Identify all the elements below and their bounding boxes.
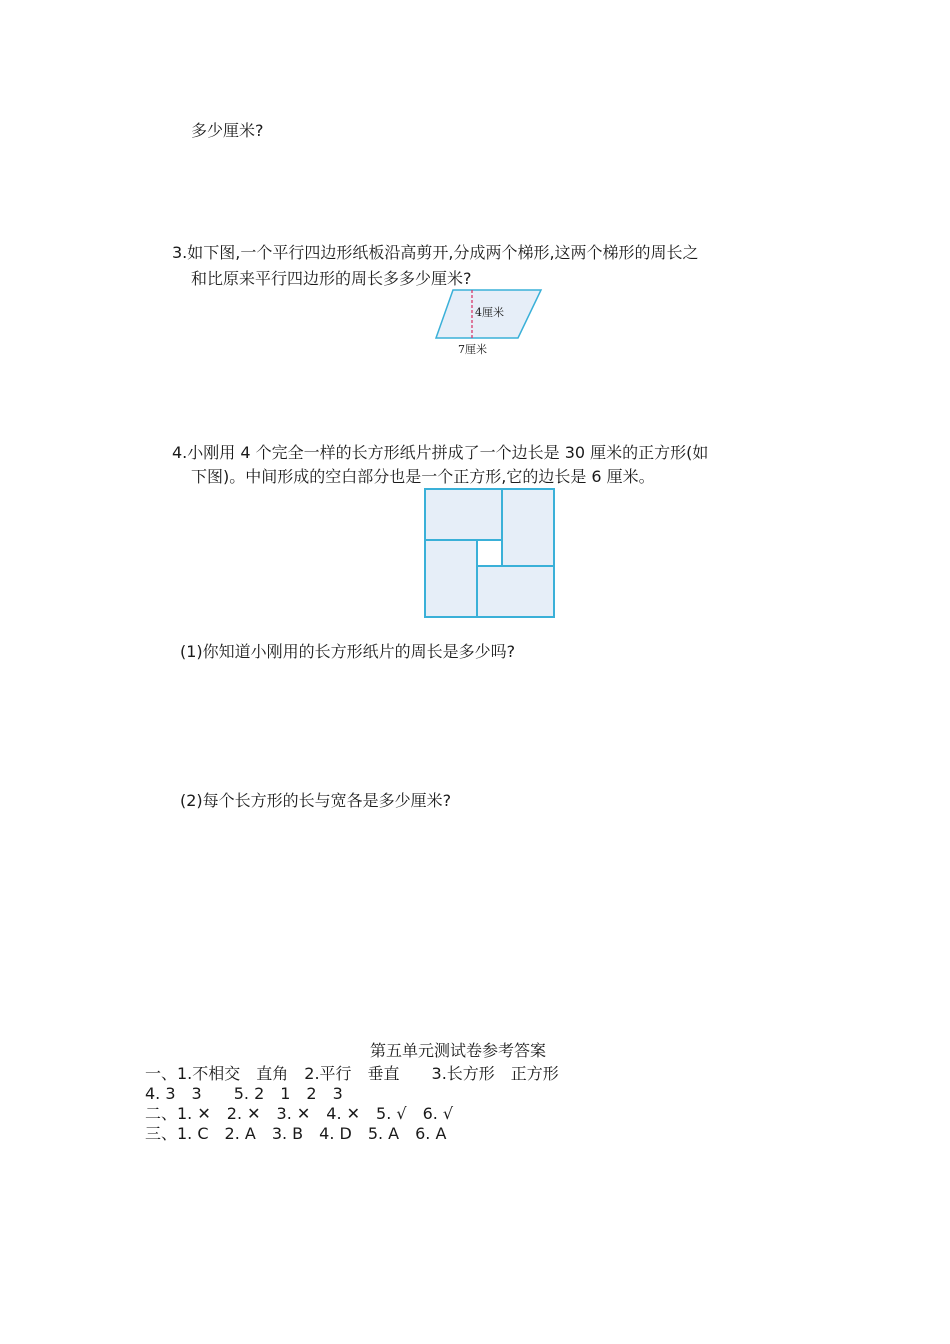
answers-line-3: 二、1. ✕ 2. ✕ 3. ✕ 4. ✕ 5. √ 6. √: [145, 1104, 454, 1123]
square-figure: [424, 488, 556, 620]
question-4-sub-1: (1)你知道小刚用的长方形纸片的周长是多少吗?: [180, 642, 516, 661]
question-4-sub-2: (2)每个长方形的长与宽各是多少厘米?: [180, 791, 452, 810]
question-3-line-2: 和比原来平行四边形的周长多多少厘米?: [191, 269, 472, 288]
base-label: 7厘米: [458, 343, 487, 356]
rectangle-top-left: [425, 489, 502, 540]
question-2-tail: 多少厘米?: [191, 121, 264, 140]
answers-line-1: 一、1.不相交 直角 2.平行 垂直 3.长方形 正方形: [145, 1064, 559, 1083]
rectangle-top-right: [502, 489, 554, 566]
answers-line-2: 4. 3 3 5. 2 1 2 3: [145, 1084, 343, 1103]
rectangle-bottom-right: [477, 566, 554, 617]
answers-title: 第五单元测试卷参考答案: [370, 1041, 547, 1060]
height-label: 4厘米: [475, 306, 504, 319]
question-3-line-1: 3.如下图,一个平行四边形纸板沿高剪开,分成两个梯形,这两个梯形的周长之: [172, 243, 699, 262]
parallelogram-figure: [430, 285, 550, 363]
rectangle-bottom-left: [425, 540, 477, 617]
question-4-line-2: 下图)。中间形成的空白部分也是一个正方形,它的边长是 6 厘米。: [191, 467, 655, 486]
answers-line-4: 三、1. C 2. A 3. B 4. D 5. A 6. A: [145, 1124, 447, 1143]
question-4-line-1: 4.小刚用 4 个完全一样的长方形纸片拼成了一个边长是 30 厘米的正方形(如: [172, 443, 709, 462]
center-empty-square: [477, 540, 502, 566]
